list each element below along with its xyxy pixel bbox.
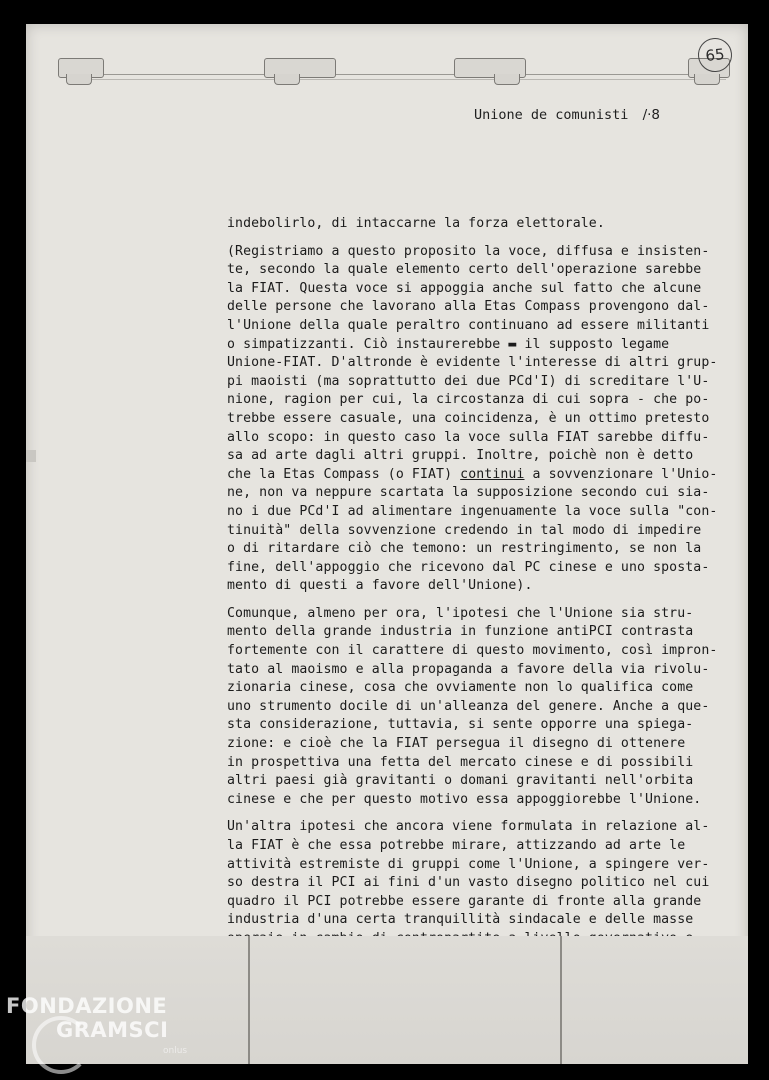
top-rule-secondary	[66, 79, 726, 80]
top-rule	[66, 74, 726, 75]
paragraph-gap	[227, 234, 727, 243]
body-text	[227, 215, 727, 1004]
text-line: so destra il PCI ai fini d'un vasto disegno politico nel cui	[227, 875, 710, 891]
watermark	[6, 994, 168, 1042]
paragraph-gap	[227, 596, 727, 605]
watermark-line-1: FONDAZIONE	[6, 994, 168, 1018]
paragraph	[227, 243, 727, 596]
text-line: Comunque, almeno per ora, l'ipotesi che l'Unione sia stru-	[227, 605, 694, 621]
text-line: o di ritardare ciò che temono: un restringimento, se non la	[227, 541, 702, 557]
text-line: (Registriamo a questo proposito la voce, diffusa e insisten-	[227, 243, 710, 259]
text-line: altri paesi già gravitanti o domani gravitanti nell'orbita	[227, 773, 694, 789]
text-line: la FIAT. Questa voce si appoggia anche sul fatto che alcune	[227, 280, 702, 296]
text-line: tinuità" della sovvenzione credendo in tal modo di impedire	[227, 522, 702, 538]
binder-tab-center-left	[274, 74, 300, 85]
text-line: trebbe essere casuale, una coincidenza, è un ottimo pretesto	[227, 410, 710, 426]
text-line: cinese e che per questo motivo essa appoggiorebbe l'Unione.	[227, 791, 702, 807]
text-line: te, secondo la quale elemento certo dell'operazione sarebbe	[227, 262, 702, 278]
text-line: sa ad arte dagli altri gruppi. Inoltre, poichè non è detto	[227, 448, 694, 464]
text-line: tato al maoismo e alla propaganda a favore della via rivolu-	[227, 661, 710, 677]
document-header	[474, 107, 660, 123]
paragraph	[227, 605, 727, 810]
watermark-sub: onlus	[163, 1046, 188, 1056]
watermark-line-2: GRAMSCI	[56, 1018, 169, 1042]
underlined-word: continui	[460, 466, 525, 482]
text-line: nione, ragion per cui, la circostanza di cui sopra - che po-	[227, 392, 710, 408]
text-line: uno strumento docile di un'alleanza del genere. Anche a que-	[227, 698, 710, 714]
fold-line-left	[248, 936, 250, 1064]
document-page	[26, 24, 748, 1064]
text-line: attività estremiste di gruppi come l'Unione, a spingere ver-	[227, 856, 710, 872]
text-line: zionaria cinese, cosa che ovviamente non lo qualifica come	[227, 680, 694, 696]
text-line: quadro il PCI potrebbe essere garante di fronte alla grande	[227, 893, 702, 909]
paragraph-gap	[227, 809, 727, 818]
paragraph	[227, 215, 727, 234]
text-line: in prospettiva una fetta del mercato cinese e di possibili	[227, 754, 694, 770]
text-line: Un'altra ipotesi che ancora viene formulata in relazione al-	[227, 819, 710, 835]
binder-tab-right	[694, 74, 720, 85]
text-line: o simpatizzanti. Ciò instaurerebbe ▬ il supposto legame	[227, 336, 670, 352]
text-line: delle persone che lavorano alla Etas Compass provengono dal-	[227, 299, 710, 315]
text-line: industria d'una certa tranquillità sindacale e delle masse	[227, 912, 694, 928]
text-line: la FIAT è che essa potrebbe mirare, attizzando ad arte le	[227, 838, 686, 853]
fold-line-right	[560, 936, 562, 1064]
text-line: fortemente con il carattere di questo movimento, così impron-	[227, 643, 718, 659]
punch-hole-mark	[26, 450, 36, 462]
text-line: mento della grande industria in funzione antiPCI contrasta	[227, 624, 694, 640]
text-line: no i due PCd'I ad alimentare ingenuamente la voce sulla "con-	[227, 503, 718, 519]
text-line: che la Etas Compass (o FIAT) continui a sovvenzionare l'Unio-	[227, 466, 718, 482]
header-reference: /·8	[642, 107, 661, 123]
binder-tab-center-right	[494, 74, 520, 85]
binder-tab-left	[66, 74, 92, 85]
text-line: fine, dell'appoggio che ricevono dal PC cinese e uno sposta-	[227, 559, 710, 575]
text-line: zione: e cioè che la FIAT persegua il disegno di ottenere	[227, 736, 686, 752]
text-line: sta considerazione, tuttavia, si sente opporre una spiega-	[227, 717, 694, 733]
text-line: allo scopo: in questo caso la voce sulla FIAT sarebbe diffu-	[227, 429, 710, 445]
text-line: Unione-FIAT. D'altronde è evidente l'interesse di altri grup-	[227, 355, 718, 371]
page-number-circle: 65	[696, 36, 733, 73]
text-line: indebolirlo, di intaccarne la forza elettorale.	[227, 216, 605, 231]
text-line: mento di questi a favore dell'Unione).	[227, 578, 533, 594]
text-line: l'Unione della quale peraltro continuano ad essere militanti	[227, 317, 710, 333]
text-line: pi maoisti (ma soprattutto dei due PCd'I) di screditare l'U-	[227, 373, 710, 389]
text-line: ne, non va neppure scartata la supposizione secondo cui sia-	[227, 485, 710, 501]
header-title: Unione de comunisti	[474, 107, 629, 123]
